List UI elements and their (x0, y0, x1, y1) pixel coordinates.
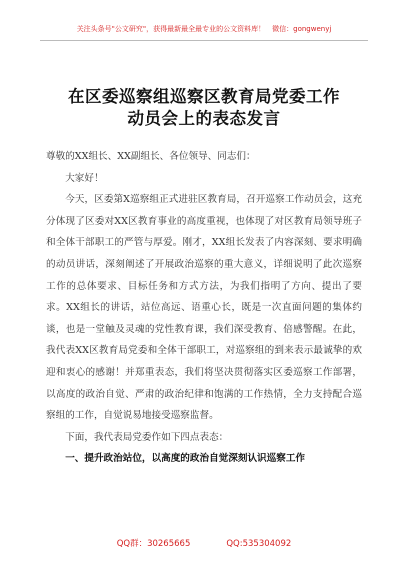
footer-contact (0, 537, 408, 549)
greeting: 大家好！ (65, 172, 104, 184)
document-title-line-1: 在区委巡察组巡察区教育局党委工作 (68, 87, 340, 106)
header-divider (40, 40, 368, 41)
transition-paragraph: 下面，我代表局党委作如下四点表态： (65, 431, 229, 443)
promo-banner: 关注头条号"公文研究"，获得最新最全最专业的公文资料库！ 微信：gongwenyj (76, 25, 332, 33)
body-paragraph: 今天，区委第X巡察组正式进驻区教育局，召开巡察工作动员会，这充分体现了区委对XX区教育事业的高度重视，也体现了对区教育局领导班子和全体干部职工的严管与厚爱。刚才，XX组长发表了内容深刻、要求明确的动员讲话，深刻阐述了开展政治巡察的重大意义，详细说明了此次巡察工作的总体要求、目标任务和方式方法，为我们指明了方向、提出了要求。XX组长的讲话，站位高远、语重心长，既是一次直面问题的集体约谈，也是一堂触及灵魂的党性教育课，我们深受教育、倍感警醒。在此，我代表XX区教育局党委和全体干部职工，对巡察组的到来表示最诚挚的欢迎和衷心的感谢！并郑重表态，我们将坚决贯彻落实区委巡察工作部署，以高度的政治自觉、严肃的政治纪律和饱满的工作热情，全力支持配合巡察组的工作，自觉说易地接受巡察监督。 (46, 194, 362, 422)
section-heading-1: 一、提升政治站位，以高度的政治自觉深刻认识巡察工作 (65, 453, 306, 465)
salutation: 尊敬的XX组长、XX副组长、各位领导、同志们： (46, 151, 256, 162)
footer-qq-group: QQ群：30265665 (116, 539, 191, 549)
document-body (46, 146, 362, 470)
document-title-line-2: 动员会上的表态发言 (127, 109, 281, 128)
footer-qq-number: QQ:535304092 (226, 539, 292, 549)
